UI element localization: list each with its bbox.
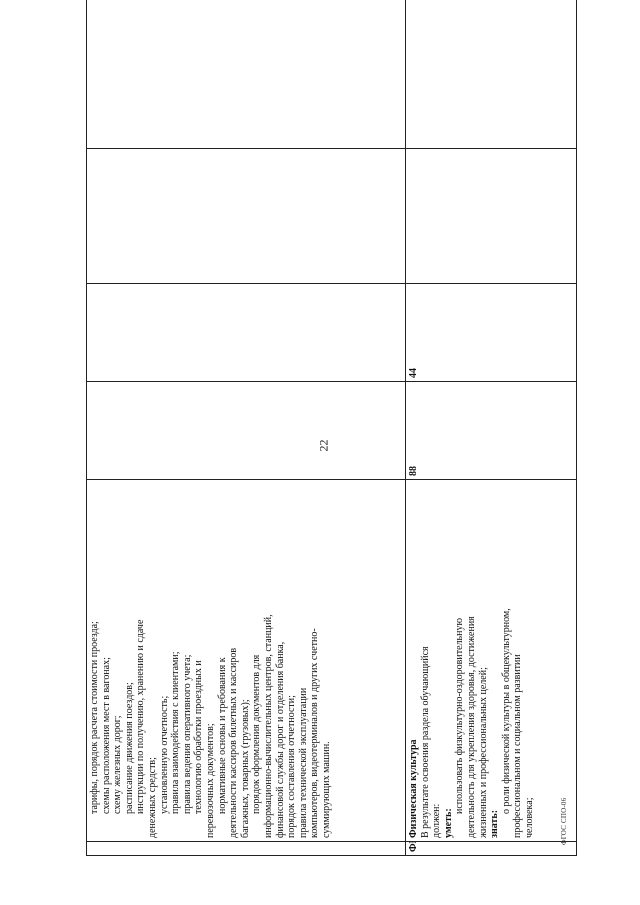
aud-hours-cell [87,284,406,382]
text-line: о роли физической культуры в общекультурном, [500,608,512,814]
text-line: правила ведения оперативного учета; [181,654,193,814]
text-line: порядок оформления документов для [251,654,263,814]
text-line: порядок составления отчетности; [286,695,298,838]
text-line: расписание движения поездов; [123,682,135,814]
table-row [87,0,406,856]
description-cell [406,480,577,842]
page-number: 22 [316,439,331,452]
text-line: профессиональном и социальном развитии [512,654,524,838]
text-line: схему железных дорог; [112,715,124,814]
max-load-cell: 88 [406,382,577,480]
standard-table [86,36,572,856]
discipline-name-cell [87,0,406,149]
text-line: должен: [431,803,443,838]
text-line: человека; [523,797,535,838]
text-line: В результате освоения раздела обучающийся [419,646,431,838]
text-line: багажных, товарных (грузовых); [239,699,251,838]
text-line: перевозочных документов; [204,723,216,838]
text-line: использовать физкультурно-оздоровительную [454,618,466,814]
index-cell [87,842,406,856]
text-line: жизненных и профессиональных целей; [477,667,489,838]
text-line: денежных средств; [146,757,158,838]
text-line: знать: [489,809,501,838]
aud-hours-cell: 44 [406,284,577,382]
text-line: схемы расположения мест в вагонах; [100,657,112,814]
text-line: правила технической эксплуатации [297,687,309,838]
index-cell [406,842,577,856]
description-lines [89,483,332,838]
text-line: суммирующих машин. [320,741,332,838]
text-line: тарифы, порядок расчета стоимости проезда; [89,621,100,814]
description-lines [420,483,536,838]
spec-table [86,0,577,856]
text-line: инструкции по получению, хранению и сдаче [135,619,147,814]
text-line: нормативные основы и требования к [216,657,228,814]
max-load-cell [87,382,406,480]
text-line: информационно-вычислительных центров, станций, [262,614,274,838]
text-line: уметь: [442,808,454,838]
text-line: установленную отчетность; [158,695,170,814]
text-line: технологию обработки проездных и [193,660,205,814]
footer-code: ФГОС СПО-06 [560,797,568,845]
text-line: деятельность для укрепления здоровья, достижения [465,616,477,838]
text-line: правила взаимодействия с клиентами; [170,651,182,814]
table-row [406,0,577,856]
text-line: деятельности кассиров билетных и кассиров [228,647,240,838]
discipline-index-cell [87,149,406,284]
description-cell [87,480,406,842]
discipline-name-cell [406,0,577,149]
section-title: Физическая культура [408,739,419,838]
text-line: финансовой службы дорог и отделения банка, [274,641,286,838]
discipline-index-cell [406,149,577,284]
text-line: компьютеров, видеотерминалов и других счетно- [309,628,321,838]
